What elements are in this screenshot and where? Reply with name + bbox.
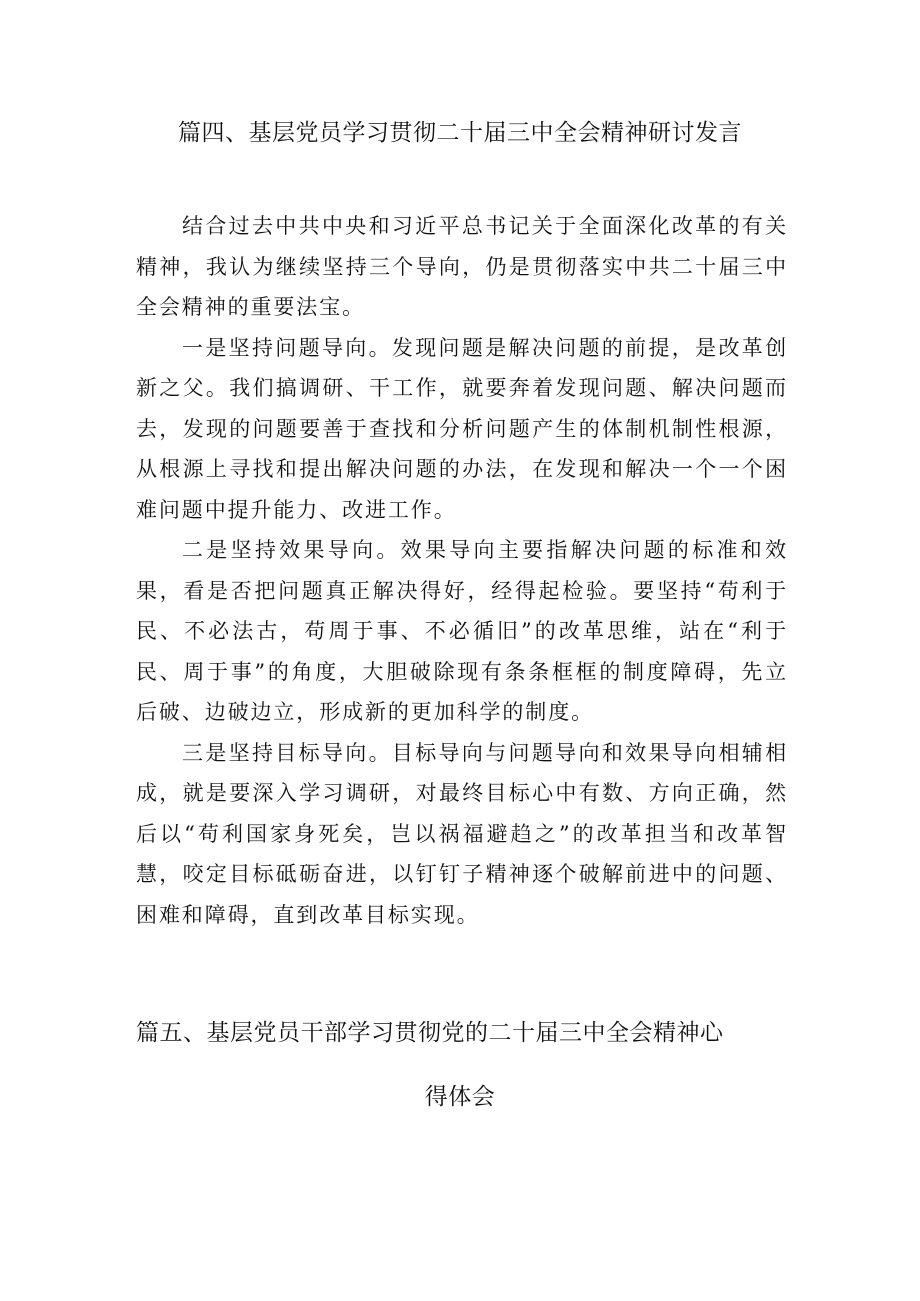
paragraph-problem-orientation: 一是坚持问题导向。发现问题是解决问题的前提，是改革创新之父。我们搞调研、干工作，就要奔着发现问题、解决问题而去，发现的问题要善于查找和分析问题产生的体制机制性根源，从根源上寻找和提出解决问题的办法，在发现和解决一个一个困难问题中提升能力、改进工作。 xyxy=(136,335,788,522)
section4-title: 篇四、基层党员学习贯彻二十届三中全会精神研讨发言 xyxy=(178,120,742,146)
section4-body xyxy=(136,206,788,935)
section5-title-line1: 篇五、基层党员干部学习贯彻党的二十届三中全会精神心 xyxy=(136,1020,724,1046)
section5-title-line2: 得体会 xyxy=(424,1084,496,1110)
paragraph-intro: 结合过去中共中央和习近平总书记关于全面深化改革的有关精神，我认为继续坚持三个导向，仍是贯彻落实中共二十届三中全会精神的重要法宝。 xyxy=(136,214,788,319)
paragraph-effect-orientation: 二是坚持效果导向。效果导向主要指解决问题的标准和效果，看是否把问题真正解决得好，经得起检验。要坚持“苟利于民、不必法古，苟周于事、不必循旧”的改革思维，站在“利于民、周于事”的角度，大胆破除现有条条框框的制度障碍，先立后破、边破边立，形成新的更加科学的制度。 xyxy=(136,538,788,724)
paragraph-goal-orientation: 三是坚持目标导向。目标导向与问题导向和效果导向相辅相成，就是要深入学习调研，对最终目标心中有数、方向正确，然后以“苟利国家身死矣，岂以祸福避趋之”的改革担当和改革智慧，咬定目标砥砺奋进，以钉钉子精神逐个破解前进中的问题、困难和障碍，直到改革目标实现。 xyxy=(136,740,788,927)
